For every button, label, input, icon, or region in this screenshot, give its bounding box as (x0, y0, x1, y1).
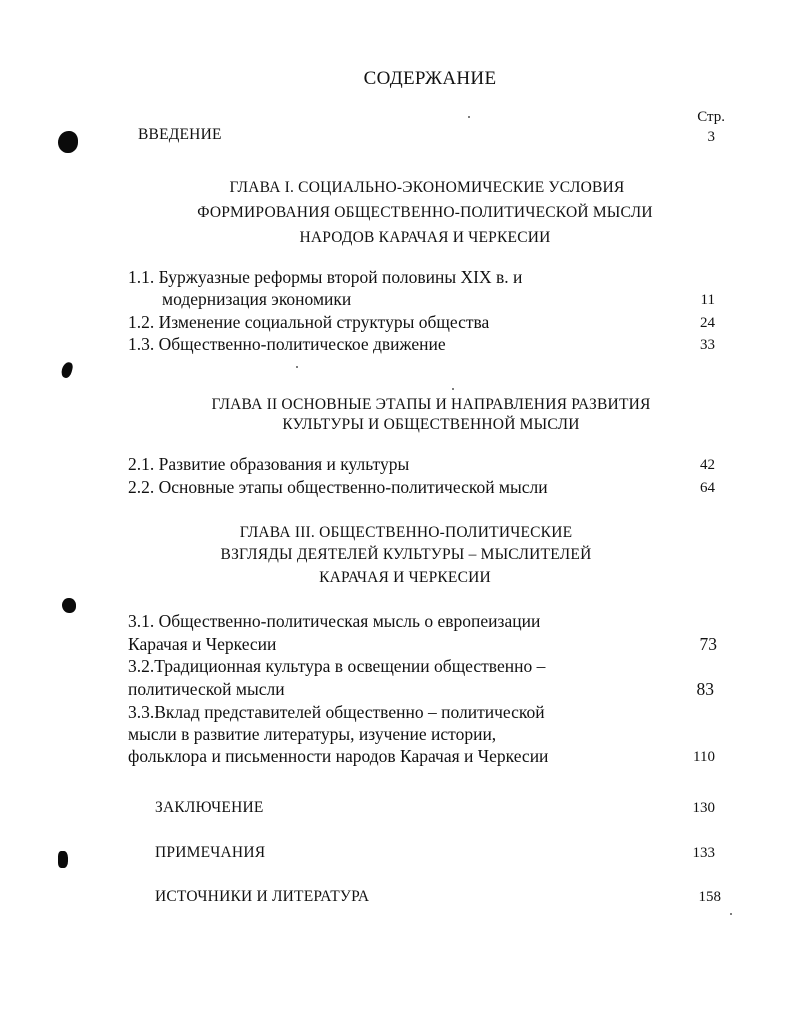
toc-item-3-3-continued: мысли в развитие литературы, изучение истории, (128, 724, 497, 744)
toc-item-1-1: 1.1. Буржуазные реформы второй половины XIX в. и (128, 267, 523, 287)
toc-item-3-1-continued: Карачая и Черкесии (128, 634, 277, 654)
chapter2-heading-line: ГЛАВА II ОСНОВНЫЕ ЭТАПЫ И НАПРАВЛЕНИЯ РАЗВИТИЯ (211, 396, 651, 413)
chapter1-heading-line: НАРОДОВ КАРАЧАЯ И ЧЕРКЕСИИ (299, 229, 551, 246)
scan-artifact-blot (58, 131, 78, 153)
toc-conclusion-page: 130 (692, 800, 715, 816)
scan-speck (452, 388, 454, 390)
toc-item-1-1-continued: модернизация экономики (162, 289, 352, 309)
chapter3-heading-line: ГЛАВА III. ОБЩЕСТВЕННО-ПОЛИТИЧЕСКИЕ (239, 524, 573, 541)
toc-item-3-2-page: 83 (696, 679, 714, 699)
toc-item-1-1-page: 11 (700, 292, 715, 308)
toc-item-2-2-page: 64 (700, 480, 715, 496)
toc-item-2-1: 2.1. Развитие образования и культуры (128, 454, 410, 474)
toc-item-3-3-page: 110 (693, 749, 715, 765)
toc-item-1-3-page: 33 (700, 337, 715, 353)
scan-speck (730, 913, 732, 915)
toc-item-3-3-continued: фольклора и письменности народов Карачая и Черкесии (128, 746, 549, 766)
scan-artifact-blot (62, 598, 76, 613)
toc-notes-label: ПРИМЕЧАНИЯ (155, 844, 266, 861)
page-title: СОДЕРЖАНИЕ (363, 68, 497, 89)
toc-sources-page: 158 (698, 889, 721, 905)
toc-introduction-label: ВВЕДЕНИЕ (138, 126, 222, 143)
chapter3-heading-line: КАРАЧАЯ И ЧЕРКЕСИИ (319, 569, 491, 586)
scan-artifact-blot (60, 361, 74, 379)
toc-sources-label: ИСТОЧНИКИ И ЛИТЕРАТУРА (155, 888, 370, 905)
chapter1-heading-line: ГЛАВА I. СОЦИАЛЬНО-ЭКОНОМИЧЕСКИЕ УСЛОВИЯ (229, 179, 625, 196)
toc-item-2-1-page: 42 (700, 457, 715, 473)
toc-item-3-3: 3.3.Вклад представителей общественно – политической (128, 702, 545, 722)
toc-item-1-3: 1.3. Общественно-политическое движение (128, 334, 446, 354)
toc-item-2-2: 2.2. Основные этапы общественно-политической мысли (128, 477, 548, 497)
scan-speck (296, 366, 298, 368)
toc-item-3-2: 3.2.Традиционная культура в освещении общественно – (128, 656, 546, 676)
toc-item-1-2-page: 24 (700, 315, 715, 331)
toc-conclusion-label: ЗАКЛЮЧЕНИЕ (155, 799, 264, 816)
scan-artifact-blot (58, 851, 68, 868)
chapter3-heading-line: ВЗГЛЯДЫ ДЕЯТЕЛЕЙ КУЛЬТУРЫ – МЫСЛИТЕЛЕЙ (220, 546, 592, 563)
scan-speck (468, 116, 470, 118)
toc-introduction-page: 3 (707, 129, 715, 145)
chapter2-heading-line: КУЛЬТУРЫ И ОБЩЕСТВЕННОЙ МЫСЛИ (282, 416, 580, 433)
toc-item-3-1-page: 73 (699, 634, 717, 654)
page-column-label: Стр. (697, 109, 725, 125)
chapter1-heading-line: ФОРМИРОВАНИЯ ОБЩЕСТВЕННО-ПОЛИТИЧЕСКОЙ МЫСЛИ (197, 204, 653, 221)
toc-item-1-2: 1.2. Изменение социальной структуры общества (128, 312, 490, 332)
toc-notes-page: 133 (692, 845, 715, 861)
toc-item-3-1: 3.1. Общественно-политическая мысль о европеизации (128, 611, 541, 631)
toc-item-3-2-continued: политической мысли (128, 679, 285, 699)
